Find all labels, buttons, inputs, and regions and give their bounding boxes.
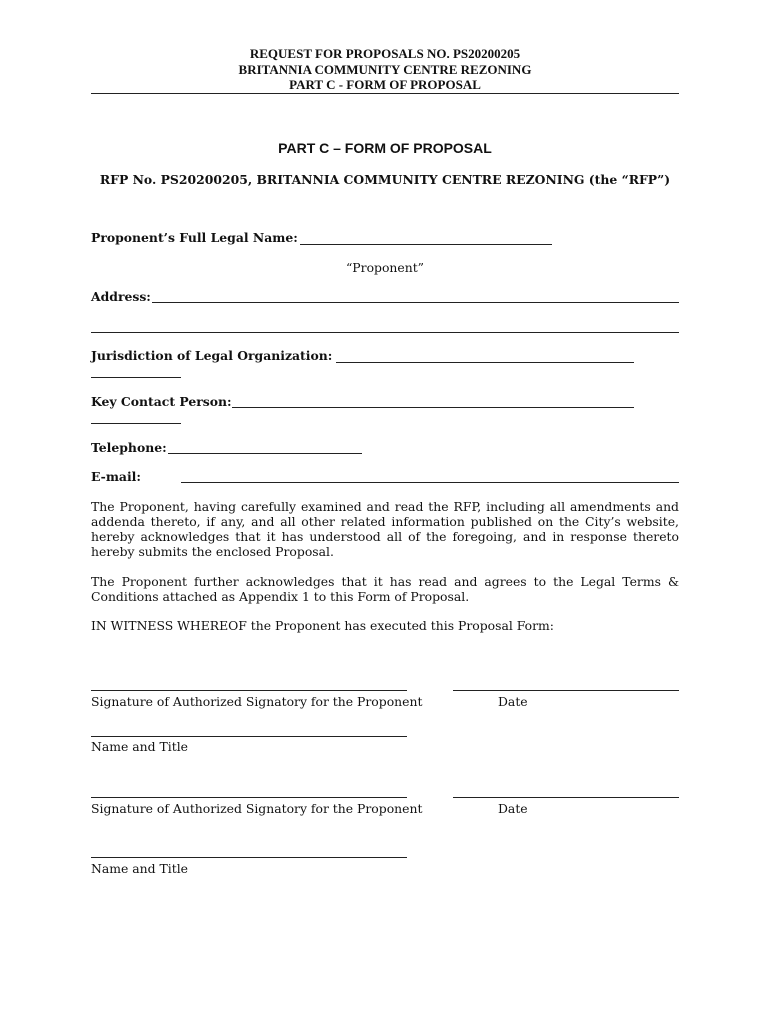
email-field[interactable] <box>181 482 679 483</box>
contact-field-line-1[interactable] <box>232 407 634 408</box>
jurisdiction-label: Jurisdiction of Legal Organization: <box>91 348 333 363</box>
date-label-2: Date <box>498 801 528 816</box>
rfp-subtitle: RFP No. PS20200205, BRITANNIA COMMUNITY CENTRE REZONING (the “RFP”) <box>99 172 671 187</box>
email-label: E-mail: <box>91 469 141 484</box>
witness-paragraph: IN WITNESS WHEREOF the Proponent has executed this Proposal Form: <box>91 618 554 633</box>
contact-field-line-2[interactable] <box>91 423 181 424</box>
proponent-caption: “Proponent” <box>345 260 425 275</box>
name-title-label-1: Name and Title <box>91 739 188 754</box>
header-divider <box>91 93 679 94</box>
telephone-label: Telephone: <box>91 440 167 455</box>
signature-label-1: Signature of Authorized Signatory for the Proponent <box>91 694 423 709</box>
acknowledgement-paragraph: The Proponent, having carefully examined and read the RFP, including all amendments and addenda thereto, if any, and all other related information published on the City’s website, hereby acknowledges that it has understood all of the foregoing, and in response thereto hereby submits the enclosed Proposal. <box>91 499 679 559</box>
date-line-2[interactable] <box>453 797 679 798</box>
date-line-1[interactable] <box>453 690 679 691</box>
date-label-1: Date <box>498 694 528 709</box>
jurisdiction-field-line-2[interactable] <box>91 377 181 378</box>
signature-label-2: Signature of Authorized Signatory for the Proponent <box>91 801 423 816</box>
legal-name-field[interactable] <box>300 244 552 245</box>
address-label: Address: <box>91 289 151 304</box>
address-field-line-1[interactable] <box>152 302 679 303</box>
contact-label: Key Contact Person: <box>91 394 232 409</box>
page-title: PART C – FORM OF PROPOSAL <box>278 140 492 156</box>
signature-line-1[interactable] <box>91 690 407 691</box>
address-field-line-2[interactable] <box>91 332 679 333</box>
signature-line-2[interactable] <box>91 797 407 798</box>
header-line-3: PART C - FORM OF PROPOSAL <box>289 77 481 92</box>
jurisdiction-field-line-1[interactable] <box>336 362 634 363</box>
name-title-line-1[interactable] <box>91 736 407 737</box>
header-line-1: REQUEST FOR PROPOSALS NO. PS20200205 <box>249 46 521 61</box>
header-line-2: BRITANNIA COMMUNITY CENTRE REZONING <box>238 62 532 77</box>
name-title-label-2: Name and Title <box>91 861 188 876</box>
name-title-line-2[interactable] <box>91 857 407 858</box>
legal-terms-paragraph: The Proponent further acknowledges that it has read and agrees to the Legal Terms & Conditions attached as Appendix 1 to this Form of Proposal. <box>91 574 679 604</box>
legal-name-label: Proponent’s Full Legal Name: <box>91 230 298 245</box>
telephone-field[interactable] <box>168 453 362 454</box>
